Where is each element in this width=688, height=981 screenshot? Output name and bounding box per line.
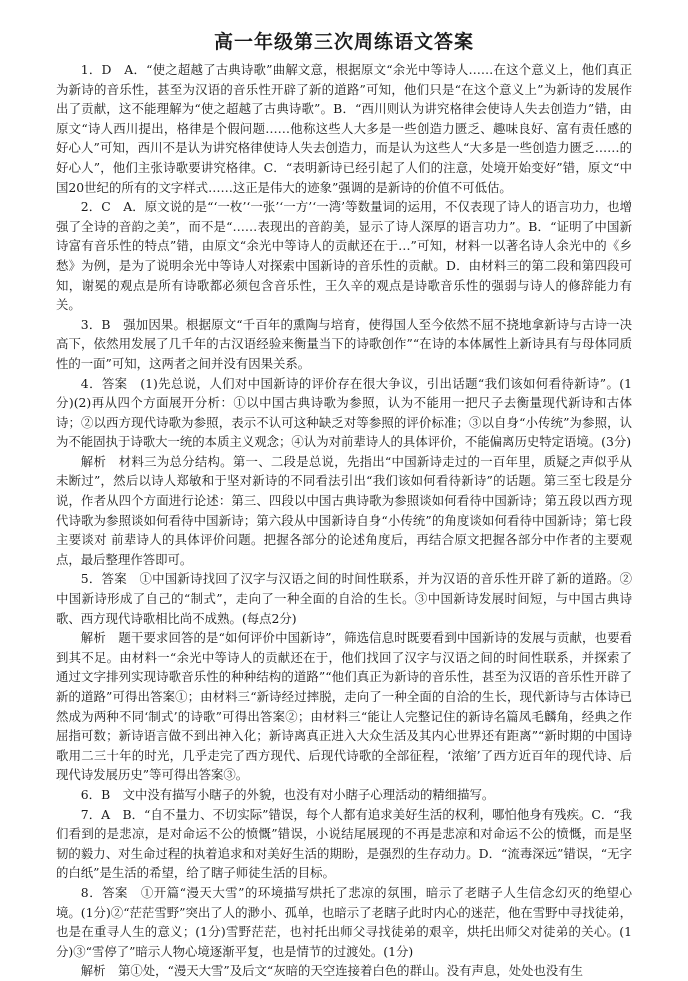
document-title: 高一年级第三次周练语文答案 bbox=[213, 31, 474, 53]
answer-4-explanation: 解析 材料三为总分结构。第一、二段是总说，先指出“中国新诗走过的一百年里，质疑之声似乎从未断过”，然后以诗人郑敏和于坚对新诗的不同看法引出“我们该如何看待新诗”的话题。第三至七段是分说，作者从四个方面进行论述：第三、四段以中国古典诗歌为参照谈如何看待中国新诗；第五段以西方现代诗歌为参照谈如何看待中国新诗；第六段从中国新诗自身“小传统”的角度谈如何看待中国新诗；第七段主要谈对 前辈诗人的具体评价问题。把握各部分的论述角度后，再结合原文把握各部分中作者的主要观点，最后整理作答即可。 bbox=[56, 453, 632, 567]
answer-3: 3．B 强加因果。根据原文“千百年的熏陶与培育，使得国人至今依然不屈不挠地拿新诗与古诗一决高下，依然用发展了几千年的古汉语经验来衡量当下的诗歌创作”“在诗的本体属性上新诗具有与母体同质性的一面”可知，这两者之间并没有因果关系。 bbox=[56, 316, 632, 371]
answer-2: 2．C A．原文说的是“‘一枚’‘一张’‘一方’‘一湾’等数量词的运用，不仅表现了诗人的语言功力，也增强了全诗的音韵之美”，而不是“……表现出的音韵美，显示了诗人深厚的语言功力”。B．“证明了中国新诗富有音乐性的特点”错，由原文“余光中等诗人的贡献还在于…”可知，材料一以著名诗人余光中的《乡愁》为例，是为了说明余光中等诗人对探索中国新诗的音乐性的贡献。D．由材料三的第二段和第四段可知，谢冕的观点是所有诗歌都必须包含音乐性，王久辛的观点是诗歌音乐性的强弱与诗人的修辞能力有关。 bbox=[56, 199, 632, 313]
answer-7: 7．A B．“自不量力、不切实际”错误，每个人都有追求美好生活的权利，哪怕他身有残疾。C．“我们看到的是悲凉，是对命运不公的愤慨”错误，小说结尾展现的不再是悲凉和对命运不公的愤慨，而是坚韧的毅力、对生命过程的执着追求和对美好生活的期盼，是强烈的生存动力。D．“流毒深远”错误，“无字的白纸”是生活的希望，给了瞎子师徒生活的目标。 bbox=[56, 806, 632, 881]
answer-5: 5．答案 ①中国新诗找回了汉字与汉语之间的时间性联系，并为汉语的音乐性开辟了新的道路。②中国新诗形成了自己的“制式”，走向了一种全面的自洽的生长。③中国新诗发展时间短，与中国古典诗歌、西方现代诗歌相比尚不成熟。(每点2分) bbox=[56, 571, 632, 626]
answer-1: 1．D A．“使之超越了古典诗歌”曲解文意，根据原文“余光中等诗人……在这个意义上，他们真正为新诗的音乐性，甚至为汉语的音乐性开辟了新的道路”可知，他们只是“在这个意义上”为新诗的发展作出了贡献，这不能理解为“使之超越了古典诗歌”。B．“西川则认为讲究格律会使诗人失去创造力”错，由原文“诗人西川提出，格律是个假问题……他称这些人大多是一些创造力匮乏、趣味良好、富有责任感的好心人”可知，西川不是认为讲究格律使诗人失去创造力，而是认为这些人“大多是一些创造力匮乏……的好心人”，他们主张诗歌要讲究格律。C．“表明新诗已经引起了人们的注意，处境开始变好”错，原文“中国20世纪的所有的文字样式……这正是伟大的迹象”强调的是新诗的价值不可低估。 bbox=[56, 62, 632, 195]
answer-5-explanation: 解析 题干要求回答的是“如何评价中国新诗”，筛选信息时既要看到中国新诗的发展与贡献，也要看到其不足。由材料一“余光中等诗人的贡献还在于，他们找回了汉字与汉语之间的时间性联系，并探索了通过文字排列实现诗歌音乐性的种种结构的道路”“他们真正为新诗的音乐性，甚至为汉语的音乐性开辟了新的道路”可得出答案①；由材料三“新诗经过摔脱，走向了一种全面的自洽的生长，现代新诗与古体诗已然成为两种不同‘制式’的诗歌”可得出答案②；由材料三“能让人完整记住的新诗名篇凤毛麟角，经典之作屈指可数；新诗语言做不到出神入化；新诗离真正进入大众生活及其内心世界还有距离”“新时期的中国诗歌用二三十年的时光，几乎走完了西方现代、后现代诗歌的全部征程，‘浓缩’了西方近百年的现代诗、后现代诗发展历史”等可得出答案③。 bbox=[56, 630, 632, 783]
answer-6: 6．B 文中没有描写小瞎子的外貌，也没有对小瞎子心理活动的精细描写。 bbox=[80, 786, 495, 802]
answer-8: 8．答案 ①开篇“漫天大雪”的环境描写烘托了悲凉的氛围，暗示了老瞎子人生信念幻灭的绝望心境。(1分)②“茫茫雪野”突出了人的渺小、孤单，也暗示了老瞎子此时内心的迷茫，他在雪野中寻找徒弟，也是在重寻人生的意义；(1分)雪野茫茫，也衬托出师父寻找徒弟的艰辛，烘托出师父对徒弟的关心。(1分)③“雪停了”暗示人物心境逐渐平复，也是情节的过渡处。(1分) bbox=[56, 884, 632, 959]
answer-4: 4．答案 (1)先总说，人们对中国新诗的评价存在很大争议，引出话题“我们该如何看待新诗”。(1分)(2)再从四个方面展开分析：①以中国古典诗歌为参照，认为不能用一把尺子去衡量现代新诗和古体诗；②以西方现代诗歌为参照，表示不认可这种缺乏对等参照的评价标准；③以自身“小传统”为参照，认为不能固执于诗歌大一统的本质主义观念；④认为对前辈诗人的具体评价，不能偏离历史特定语境。(3分) bbox=[56, 375, 632, 450]
answer-8-explanation: 解析 第①处，“漫天大雪”及后文“灰暗的天空连接着白色的群山。没有声息，处处也没有生 bbox=[80, 963, 584, 979]
